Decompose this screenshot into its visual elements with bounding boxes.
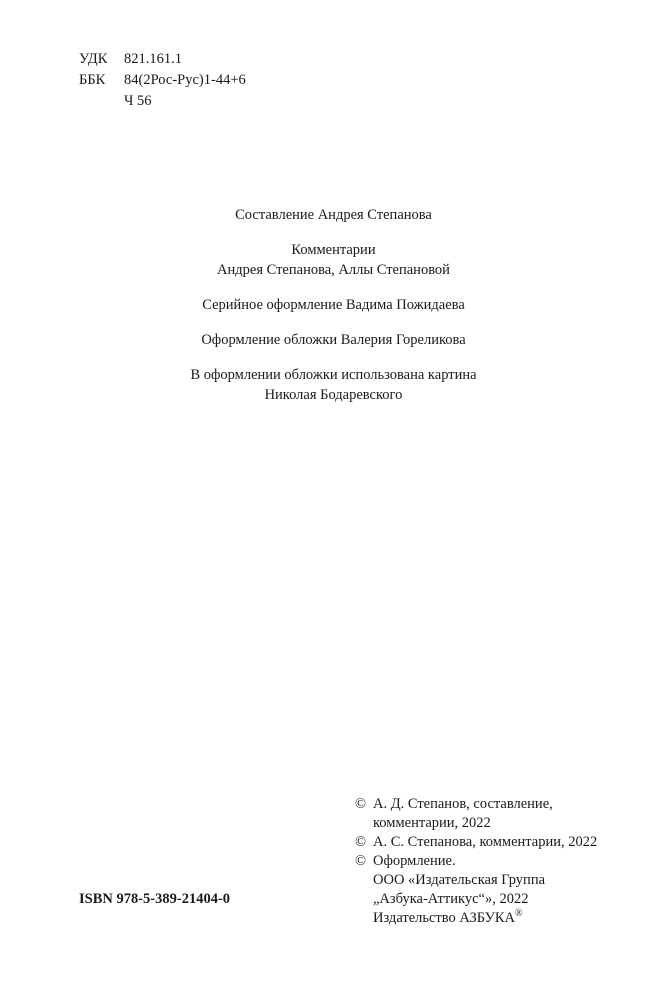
credit-cover-painting — [0, 365, 667, 405]
copyright-line: А. С. Степанова, комментарии, 2022 — [373, 834, 598, 850]
credit-commentary — [0, 240, 667, 280]
author-sign: Ч 56 — [124, 93, 152, 109]
credit-compilation — [0, 205, 667, 225]
copyright-item — [355, 795, 597, 833]
copyright-symbol: © — [355, 834, 367, 850]
credit-line: Николая Бодаревского — [264, 387, 403, 403]
author-sign-row — [79, 91, 246, 112]
classification-block — [79, 49, 246, 112]
bbk-value: 84(2Рос-Рус)1-44+6 — [124, 72, 246, 88]
copyright-item — [355, 833, 597, 852]
copyright-symbol: © — [355, 853, 367, 869]
credit-line: В оформлении обложки использована картина — [190, 367, 477, 383]
copyright-line: А. Д. Степанов, составление, — [373, 796, 553, 812]
registered-mark: ® — [515, 908, 523, 920]
udk-row — [79, 49, 246, 70]
credit-line: Андрея Степанова, Аллы Степановой — [217, 262, 450, 278]
credit-line: Составление Андрея Степанова — [235, 207, 432, 223]
copyright-line: ООО «Издательская Группа — [373, 872, 546, 888]
copyright-line: комментарии, 2022 — [373, 815, 491, 831]
credits-block — [0, 205, 667, 405]
copyright-line: „Азбука-Аттикус“», 2022 — [373, 891, 529, 907]
copyright-line-publisher — [373, 909, 545, 928]
copyright-line: Оформление. — [373, 853, 456, 869]
copyright-symbol: © — [355, 796, 367, 812]
copyright-item — [355, 852, 597, 928]
publisher-name: Издательство АЗБУКА — [373, 910, 515, 926]
credit-line: Комментарии — [291, 242, 376, 258]
udk-label: УДК — [79, 51, 108, 67]
credit-series-design — [0, 295, 667, 315]
credit-line: Серийное оформление Вадима Пожидаева — [202, 297, 465, 313]
bbk-row — [79, 70, 246, 91]
udk-value: 821.161.1 — [124, 51, 182, 67]
credit-line: Оформление обложки Валерия Гореликова — [201, 332, 466, 348]
credit-cover-design — [0, 330, 667, 350]
isbn: ISBN 978-5-389-21404-0 — [79, 891, 231, 907]
bbk-label: ББК — [79, 72, 106, 88]
copyright-block — [355, 795, 597, 928]
